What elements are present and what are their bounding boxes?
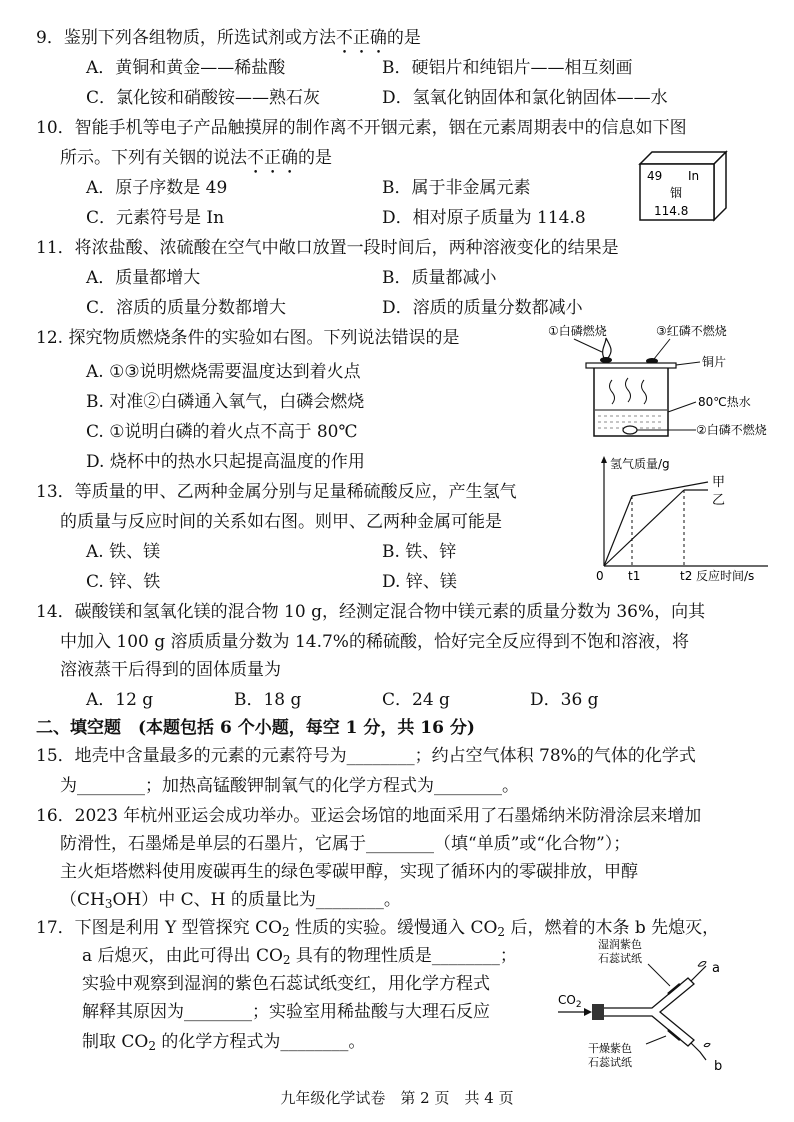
q17-line2-part2: 具有的物理性质是________； [290, 946, 517, 966]
label-red-phosphorus: ③红磷不燃烧 [656, 324, 727, 338]
q17-line1-part2: 性质的实验。缓慢通入 CO [289, 918, 498, 938]
q13-option-a: A. 铁、镁 [86, 542, 161, 562]
pointer-line-1 [574, 339, 602, 352]
q10-stem-end: 的是 [298, 148, 332, 168]
label-hot-water: 80℃热水 [698, 395, 751, 409]
q14-option-b: B．18 g [234, 690, 302, 710]
q13-option-d: D. 锌、镁 [382, 572, 457, 592]
q17-line5-part2: 的化学方程式为________。 [156, 1032, 366, 1052]
series-jia-rise [604, 496, 632, 566]
q14-option-c: C．24 g [382, 690, 450, 710]
copper-plate [586, 363, 676, 368]
q10-option-a: A．原子序数是 49 [86, 178, 228, 198]
q10-option-d: D．相对原子质量为 114.8 [382, 208, 586, 228]
wood-stick-a [691, 966, 706, 981]
q11-option-a: A．质量都增大 [86, 268, 201, 288]
q17-line5 [82, 1031, 365, 1057]
q14-option-a: A．12 g [86, 690, 154, 710]
q9-option-a: A．黄铜和黄金——稀盐酸 [86, 58, 286, 78]
q9-option-d: D．氢氧化钠固体和氯化钠固体——水 [382, 88, 668, 108]
element-symbol: In [688, 169, 700, 183]
label-a: a [712, 961, 720, 976]
tick-t1: t1 [628, 569, 641, 583]
q16-subscript: 3 [104, 897, 113, 911]
q9-stem-end: 的是 [386, 28, 421, 48]
q17-line1-sub2: 2 [497, 925, 506, 939]
series-jia-plateau [632, 482, 708, 496]
q10-stem-line1: 10．智能手机等电子产品触摸屏的制作离不开铟元素，铟在元素周期表中的信息如下图 [36, 118, 687, 138]
y-tube-figure [548, 936, 748, 1074]
q9-option-c: C．氯化铵和硝酸铵——熟石灰 [86, 88, 321, 108]
q11-option-c: C．溶质的质量分数都增大 [86, 298, 287, 318]
q17-line1-sub1: 2 [282, 925, 290, 939]
white-phosphorus-2 [623, 426, 637, 434]
steam-wave-1 [610, 380, 615, 404]
q9-stem-text: 9．鉴别下列各组物质，所选试剂或方法 [36, 28, 336, 48]
q15-line2: 为________；加热高锰酸钾制氧气的化学方程式为________。 [60, 776, 519, 796]
element-name: 铟 [670, 186, 683, 200]
series-yi-rise [604, 490, 684, 566]
q14-stem-line2: 中加入 100 g 溶质质量分数为 14.7%的稀硫酸，恰好完全反应得到不饱和溶液，将 [60, 632, 689, 652]
indium-element-card [638, 150, 728, 222]
element-mass: 114.8 [654, 204, 689, 218]
series-jia-label: 甲 [712, 475, 726, 490]
q17-line4: 解释其原因为________；实验室用稀盐酸与大理石反应 [82, 1002, 490, 1022]
q16-formula-start: （CH [60, 890, 105, 910]
arrow-right-icon [584, 1008, 592, 1016]
q10-option-b: B．属于非金属元素 [382, 178, 531, 198]
q16-line2: 防滑性，石墨烯是单层的石墨片，它属于________（填“单质”或“化合物”）； [60, 834, 631, 854]
pointer-line-3 [654, 339, 670, 359]
label-white-phosphorus-not-burning: ②白磷不燃烧 [696, 423, 767, 437]
q17-line1-part1: 17．下图是利用 Y 型管探究 CO [36, 918, 283, 938]
label-b: b [714, 1059, 723, 1074]
white-phosphorus-1 [600, 357, 612, 363]
steam-wave-2 [626, 378, 631, 402]
pointer-wet-paper [648, 964, 670, 986]
label-wet-paper-1: 湿润紫色 [598, 938, 642, 951]
q13-option-b: B. 铁、锌 [382, 542, 457, 562]
q17-line3: 实验中观察到湿润的紫色石蕊试纸变红，用化学方程式 [82, 974, 490, 994]
q11-option-d: D．溶质的质量分数都减小 [382, 298, 583, 318]
tick-t2: t2 [680, 569, 693, 583]
q17-line2-part1: a 后熄灭，由此可得出 CO [82, 946, 283, 966]
pointer-copper [676, 362, 700, 365]
steam-wave-3 [642, 380, 647, 404]
q12-option-d: D. 烧杯中的热水只起提高温度的作用 [86, 452, 365, 472]
q13-stem-line1: 13．等质量的甲、乙两种金属分别与足量稀硫酸反应，产生氢气 [36, 482, 517, 502]
chart-origin: 0 [596, 569, 604, 583]
q11-option-b: B．质量都减小 [382, 268, 497, 288]
q12-option-c: C. ①说明白磷的着火点不高于 80℃ [86, 422, 358, 442]
cube-side-face [714, 152, 726, 220]
q17-line1-part3: 后，燃着的木条 b 先熄灭， [505, 918, 720, 938]
q13-stem-line2: 的质量与反应时间的关系如右图。则甲、乙两种金属可能是 [60, 512, 502, 532]
q17-line2 [82, 945, 517, 971]
q10-stem-line2 [60, 147, 332, 178]
label-dry-paper-1: 干燥紫色 [588, 1042, 632, 1055]
q14-stem-line1: 14．碳酸镁和氢氧化镁的混合物 10 g，经测定混合物中镁元素的质量分数为 36%，向其 [36, 602, 706, 622]
rubber-stopper [592, 1004, 604, 1020]
q17-line5-part1: 制取 CO [82, 1032, 149, 1052]
series-yi-label: 乙 [712, 493, 726, 508]
q14-option-d: D．36 g [530, 690, 599, 710]
page-footer: 九年级化学试卷 第 2 页 共 4 页 [280, 1089, 514, 1107]
q11-stem: 11．将浓盐酸、浓硫酸在空气中敞口放置一段时间后，两种溶液变化的结果是 [36, 238, 619, 258]
q12-option-a: A. ①③说明燃烧需要温度达到着火点 [86, 362, 361, 382]
q12-option-b: B. 对准②白磷通入氧气，白磷会燃烧 [86, 392, 365, 412]
q16-line1: 16．2023 年杭州亚运会成功举办。亚运会场馆的地面采用了石墨烯纳米防滑涂层来增加 [36, 806, 702, 826]
hydrogen-chart [592, 452, 772, 587]
label-co2 [558, 993, 582, 1010]
pointer-water [668, 402, 696, 412]
y-tube [604, 978, 694, 1046]
flame-icon [603, 338, 611, 358]
q13-option-c: C. 锌、铁 [86, 572, 161, 592]
cube-top-face [640, 152, 726, 164]
chart-ylabel: 氢气质量/g [610, 457, 670, 471]
q10-emphasis: 不正确 [247, 148, 298, 168]
q9-option-b: B．硬铝片和纯铝片——相互刻画 [382, 58, 633, 78]
label-dry-paper-2: 石蕊试纸 [588, 1056, 632, 1069]
q15-line1: 15．地壳中含量最多的元素的元素符号为________；约占空气体积 78%的气体的化学式 [36, 746, 696, 766]
q10-stem-text: 所示。下列有关铟的说法 [60, 148, 247, 168]
label-copper-plate: 铜片 [702, 355, 727, 369]
chart-xlabel: 反应时间/s [696, 569, 755, 583]
q12-stem: 12. 探究物质燃烧条件的实验如右图。下列说法错误的是 [36, 328, 460, 348]
q9-emphasis: 不正确 [335, 28, 387, 48]
flame-a-icon [698, 962, 706, 967]
q16-line4 [60, 889, 401, 915]
q9-stem [36, 27, 421, 58]
co2-text: CO [558, 993, 576, 1007]
q14-stem-line3: 溶液蒸干后得到的固体质量为 [60, 660, 281, 680]
y-axis-arrow-icon [601, 456, 607, 463]
flame-b-icon [704, 1043, 710, 1046]
q16-formula-end: OH）中 C、H 的质量比为________。 [112, 890, 401, 910]
q17-line2-sub: 2 [282, 953, 291, 967]
q16-line3: 主火炬塔燃料使用废碳再生的绿色零碳甲醇，实现了循环内的零碳排放，甲醇 [60, 862, 638, 882]
q17-line5-sub: 2 [148, 1039, 156, 1053]
section-fill-in-heading: 二、填空题 (本题包括 6 个小题，每空 1 分，共 16 分) [36, 718, 475, 738]
element-number: 49 [647, 169, 663, 183]
combustion-experiment-figure [540, 318, 770, 448]
q10-option-c: C．元素符号是 In [86, 208, 225, 228]
pointer-dry-paper [646, 1036, 666, 1044]
label-white-phosphorus-burning: ①白磷燃烧 [548, 324, 607, 338]
co2-subscript: 2 [575, 1000, 582, 1010]
label-wet-paper-2: 石蕊试纸 [598, 952, 642, 965]
